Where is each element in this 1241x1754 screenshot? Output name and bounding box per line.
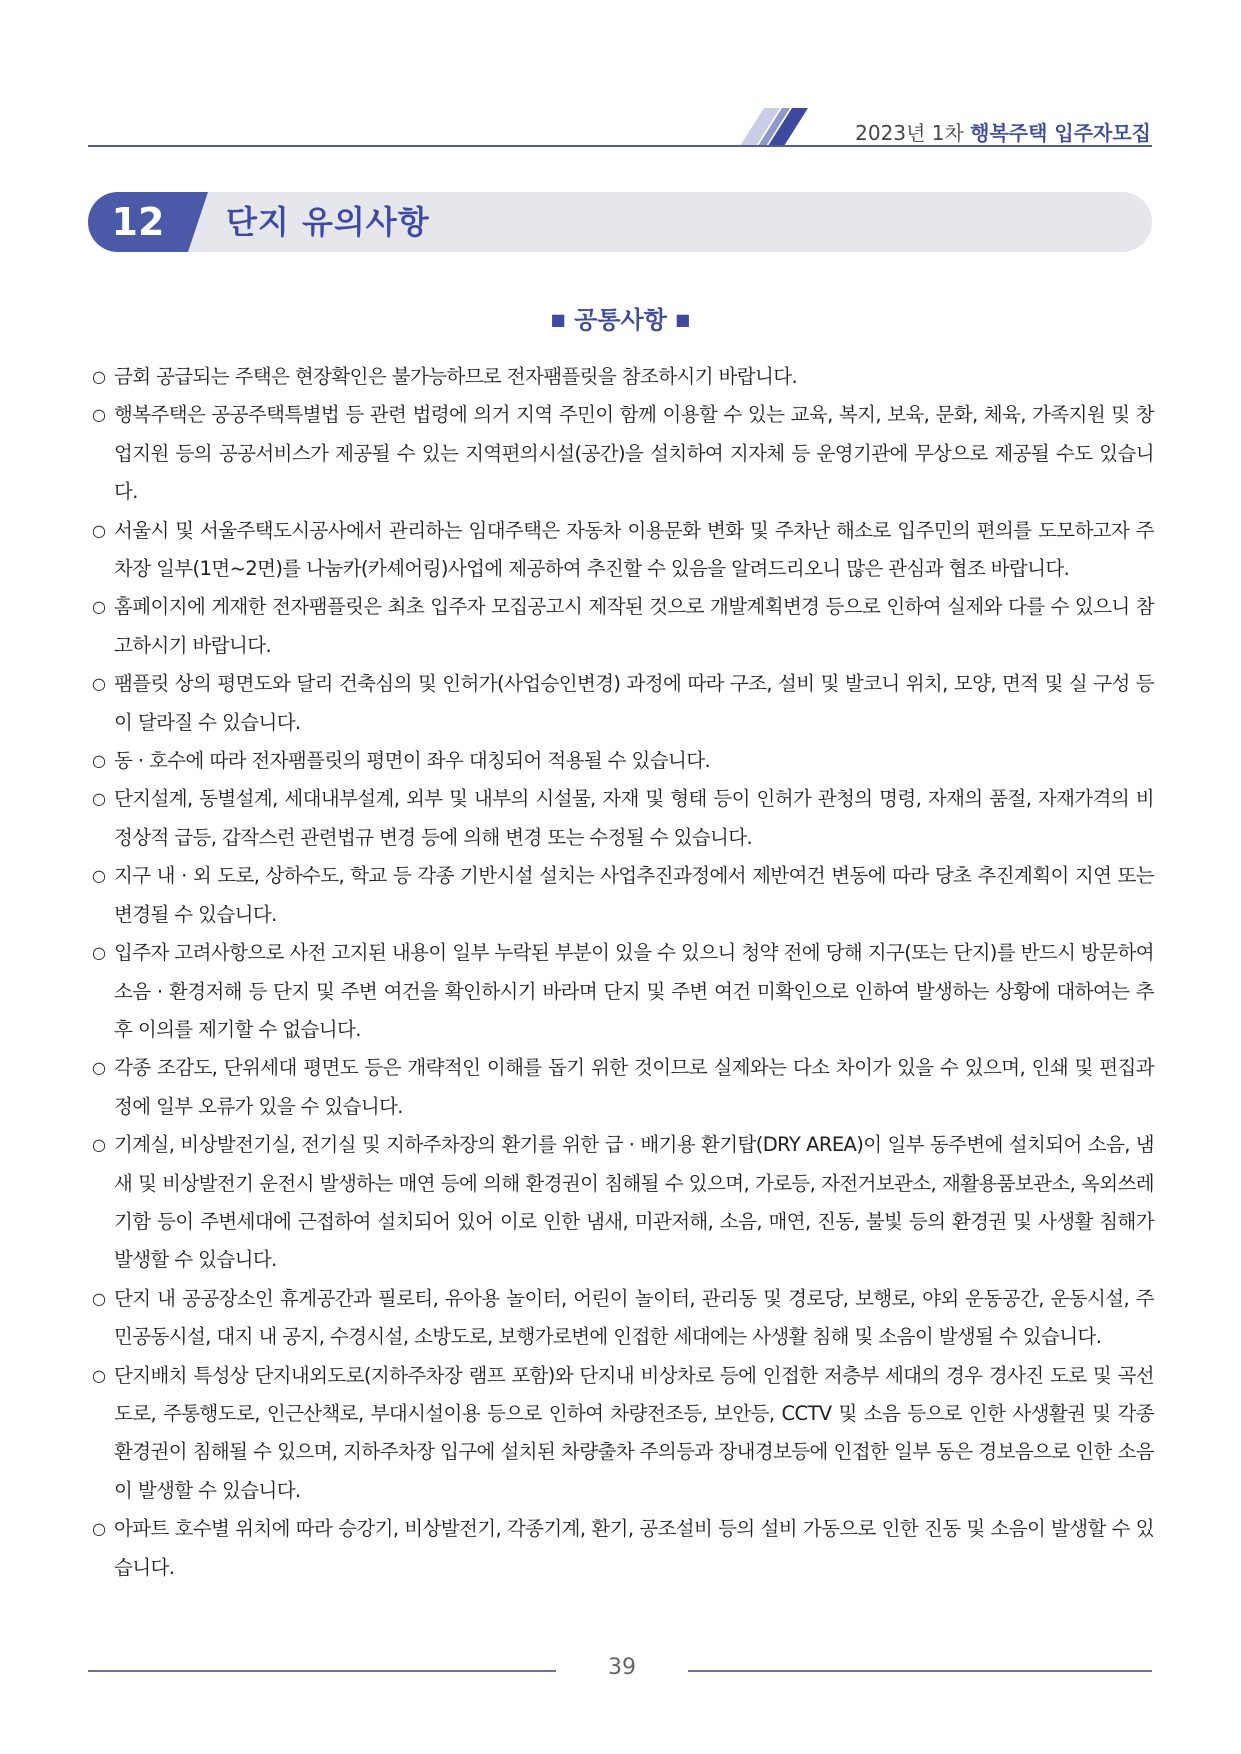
circle-bullet-icon: ○ bbox=[92, 1288, 106, 1308]
notice-text: 금회 공급되는 주택은 현장확인은 불가능하므로 전자팸플릿을 참조하시기 바랍니다. bbox=[114, 365, 798, 388]
notice-text: 단지설계, 동별설계, 세대내부설계, 외부 및 내부의 시설물, 자재 및 형태 등이 인허가 관청의 명령, 자재의 품절, 자재가격의 비정상적 급등, 갑작스런 관련법규 변경 등에 의해 변경 또는 수정될 수 있습니다. bbox=[114, 787, 1154, 849]
notice-item bbox=[92, 588, 1154, 665]
notice-text: 홈페이지에 게재한 전자팸플릿은 최초 입주자 모집공고시 제작된 것으로 개발계획변경 등으로 인하여 실제와 다를 수 있으니 참고하시기 바랍니다. bbox=[114, 595, 1154, 657]
notice-text: 지구 내 · 외 도로, 상하수도, 학교 등 각종 기반시설 설치는 사업추진과정에서 제반여건 변동에 따라 당초 추진계획이 지연 또는 변경될 수 있습니다. bbox=[114, 864, 1154, 926]
notice-item bbox=[92, 1126, 1154, 1280]
circle-bullet-icon: ○ bbox=[92, 789, 106, 809]
notice-item bbox=[92, 1510, 1154, 1587]
circle-bullet-icon: ○ bbox=[92, 597, 106, 617]
notice-item bbox=[92, 934, 1154, 1049]
notice-item bbox=[92, 512, 1154, 589]
circle-bullet-icon: ○ bbox=[92, 751, 106, 771]
circle-bullet-icon: ○ bbox=[92, 674, 106, 694]
circle-bullet-icon: ○ bbox=[92, 1058, 106, 1078]
notice-item bbox=[92, 358, 1154, 396]
circle-bullet-icon: ○ bbox=[92, 1365, 106, 1385]
footer-divider-left bbox=[88, 1670, 556, 1672]
notice-text: 각종 조감도, 단위세대 평면도 등은 개략적인 이해를 돕기 위한 것이므로 실제와는 다소 차이가 있을 수 있으며, 인쇄 및 편집과정에 일부 오류가 있을 수 있습니다. bbox=[114, 1056, 1154, 1118]
notice-item bbox=[92, 665, 1154, 742]
notice-text: 기계실, 비상발전기실, 전기실 및 지하주차장의 환기를 위한 급 · 배기용 환기탑(DRY AREA)이 일부 동주변에 설치되어 소음, 냄새 및 비상발전기 운전시 발생하는 매연 등에 의해 환경권이 침해될 수 있으며, 가로등, 자전거보관소, 재활용품보관소, 옥외쓰레기함 등이 주변세대에 근접하여 설치되어 있어 이로 인한 냄새, 미관저해, 소음, 매연, 진동, 불빛 등의 환경권 및 사생활 침해가 발생할 수 있습니다. bbox=[114, 1133, 1154, 1272]
notice-list bbox=[92, 358, 1154, 1587]
footer-divider-right bbox=[688, 1670, 1152, 1672]
notice-text: 아파트 호수별 위치에 따라 승강기, 비상발전기, 각종기계, 환기, 공조설비 등의 설비 가동으로 인한 진동 및 소음이 발생할 수 있습니다. bbox=[114, 1517, 1154, 1579]
notice-item bbox=[92, 396, 1154, 511]
notice-text: 팸플릿 상의 평면도와 달리 건축심의 및 인허가(사업승인변경) 과정에 따라 구조, 설비 및 발코니 위치, 모양, 면적 및 실 구성 등이 달라질 수 있습니다. bbox=[114, 672, 1154, 734]
notice-text: 단지배치 특성상 단지내외도로(지하주차장 램프 포함)와 단지내 비상차로 등에 인접한 저층부 세대의 경우 경사진 도로 및 곡선도로, 주통행도로, 인근산책로, 부대시설이용 등으로 인하여 차량전조등, 보안등, CCTV 및 소음 등으로 인한 사생활권 및 각종 환경권이 침해될 수 있으며, 지하주차장 입구에 설치된 차량출차 주의등과 장내경보등에 인접한 일부 동은 경보음으로 인한 소음이 발생할 수 있습니다. bbox=[114, 1363, 1154, 1502]
square-marker-icon: ■ bbox=[550, 310, 566, 329]
section-title: 단지 유의사항 bbox=[226, 203, 430, 241]
circle-bullet-icon: ○ bbox=[92, 866, 106, 886]
header-title: 행복주택 입주자모집 bbox=[970, 121, 1151, 145]
header-stripes-decoration bbox=[700, 108, 820, 148]
notice-text: 입주자 고려사항으로 사전 고지된 내용이 일부 누락된 부분이 있을 수 있으니 청약 전에 당해 지구(또는 단지)를 반드시 방문하여 소음 · 환경저해 등 단지 및 주변 여건을 확인하시기 바라며 단지 및 주변 여건 미확인으로 인하여 발생하는 상황에 대하여는 추후 이의를 제기할 수 없습니다. bbox=[114, 941, 1154, 1041]
section-heading-bar bbox=[88, 192, 1152, 252]
notice-text: 서울시 및 서울주택도시공사에서 관리하는 임대주택은 자동차 이용문화 변화 및 주차난 해소로 입주민의 편의를 도모하고자 주차장 일부(1면~2면)를 나눔카(카셰어링)사업에 제공하여 추진할 수 있음을 알려드리오니 많은 관심과 협조 바랍니다. bbox=[114, 518, 1154, 581]
notice-item bbox=[92, 1280, 1154, 1357]
notice-text: 동 · 호수에 따라 전자팸플릿의 평면이 좌우 대칭되어 적용될 수 있습니다. bbox=[114, 749, 711, 773]
section-number: 12 bbox=[111, 200, 165, 244]
notice-item bbox=[92, 742, 1154, 780]
notice-item bbox=[92, 1049, 1154, 1126]
page-number: 39 bbox=[608, 1655, 636, 1680]
square-marker-icon: ■ bbox=[675, 310, 691, 329]
circle-bullet-icon: ○ bbox=[92, 1519, 106, 1539]
circle-bullet-icon: ○ bbox=[92, 367, 106, 386]
notice-text: 행복주택은 공공주택특별법 등 관련 법령에 의거 지역 주민이 함께 이용할 수 있는 교육, 복지, 보육, 문화, 체육, 가족지원 및 창업지원 등의 공공서비스가 제공될 수 있는 지역편의시설(공간)을 설치하여 지자체 등 운영기관에 무상으로 제공될 수도 있습니다. bbox=[114, 403, 1154, 504]
circle-bullet-icon: ○ bbox=[92, 943, 106, 963]
subheading-text: 공통사항 bbox=[574, 306, 667, 334]
notice-item bbox=[92, 857, 1154, 934]
notice-item bbox=[92, 1357, 1154, 1511]
notice-text: 단지 내 공공장소인 휴게공간과 필로티, 유아용 놀이터, 어린이 놀이터, 관리동 및 경로당, 보행로, 야외 운동공간, 운동시설, 주민공동시설, 대지 내 공지, 수경시설, 소방도로, 보행가로변에 인접한 세대에는 사생활 침해 및 소음이 발생될 수 있습니다. bbox=[114, 1286, 1154, 1349]
document-header bbox=[855, 117, 1151, 146]
subheading bbox=[0, 300, 1241, 335]
circle-bullet-icon: ○ bbox=[92, 520, 106, 540]
header-year: 2023년 1차 bbox=[855, 121, 964, 145]
circle-bullet-icon: ○ bbox=[92, 405, 106, 425]
notice-item bbox=[92, 780, 1154, 857]
circle-bullet-icon: ○ bbox=[92, 1135, 106, 1155]
